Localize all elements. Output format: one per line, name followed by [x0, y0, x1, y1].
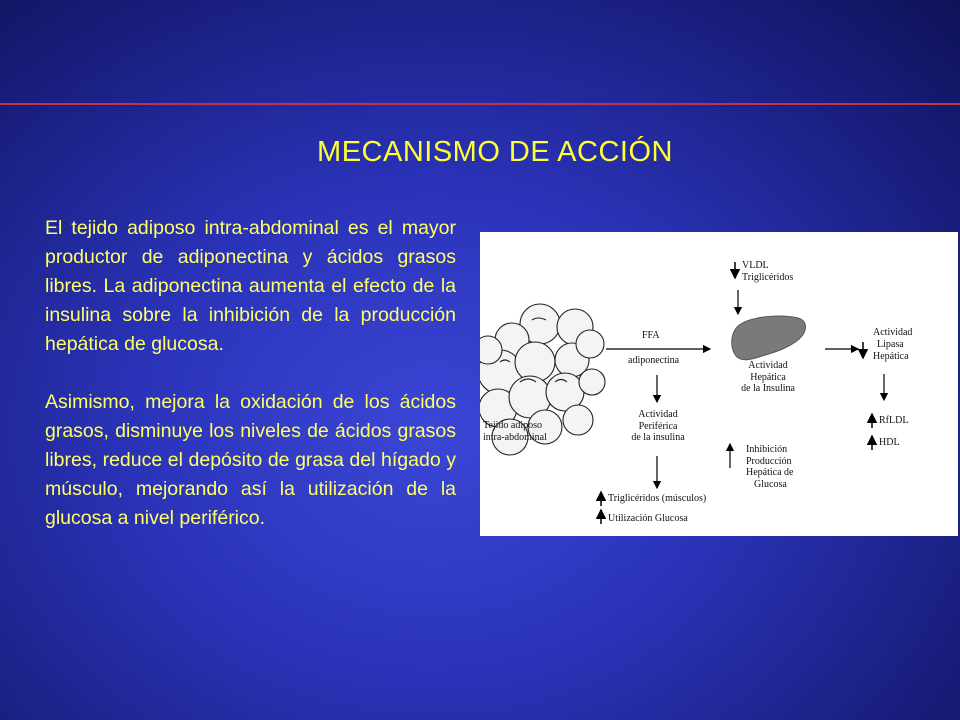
- label-utilizacion-glucosa: Utilización Glucosa: [608, 513, 688, 524]
- label-actividad-hepatica: [718, 360, 818, 395]
- label-hdl: HDL: [879, 437, 900, 448]
- label-vldl: VLDL: [742, 260, 769, 271]
- inhib-line1: Inhibición: [746, 444, 788, 455]
- title-divider: [0, 103, 960, 105]
- body-text: [45, 214, 456, 533]
- liver-icon: [732, 316, 806, 360]
- label-tejido-2: intra-abdominal: [483, 432, 547, 443]
- act-per-line1: Actividad: [638, 409, 678, 420]
- mechanism-diagram: [480, 232, 958, 536]
- label-ffa: FFA: [642, 330, 660, 341]
- act-per-line2: Periférica: [638, 420, 678, 432]
- act-hep-line3: de la Insulina: [741, 383, 795, 394]
- inhib-line4: Glucosa: [754, 478, 787, 490]
- label-inhibicion: [746, 444, 793, 490]
- slide-title: MECANISMO DE ACCIÓN: [317, 136, 673, 168]
- label-adiponectina: adiponectina: [628, 355, 680, 366]
- act-hep-line2: Hepática: [750, 371, 786, 383]
- act-per-line3: de la insulina: [631, 432, 685, 443]
- label-lipasa-3: Hepática: [873, 351, 909, 362]
- label-trigliceridos: Triglicéridos: [742, 272, 794, 283]
- label-lipasa-2: Lipasa: [877, 339, 904, 350]
- label-actividad-periferica: [608, 409, 708, 444]
- act-hep-line1: Actividad: [748, 360, 788, 371]
- label-tejido-1: Tejido adiposo: [483, 420, 543, 431]
- inhib-line2: Producción: [746, 455, 792, 467]
- paragraph-1: El tejido adiposo intra-abdominal es el mayor productor de adiponectina y ácidos grasos libres. La adiponectina aumenta el efecto de la insulina sobre la inhibición de la producción hepática de glucosa.: [45, 217, 456, 355]
- label-lipasa-1: Actividad: [873, 327, 913, 338]
- inhib-line3: Hepática de: [746, 467, 794, 478]
- paragraph-2: Asimismo, mejora la oxidación de los ácidos grasos, disminuye los niveles de ácidos grasos libres, reduce el depósito de grasa del hígado y músculo, mejorando así la utilización de la glucosa a nivel periférico.: [45, 391, 456, 529]
- label-trigliceridos-musculos: Triglicéridos (músculos): [608, 493, 707, 504]
- label-rfldl: RfLDL: [879, 415, 909, 426]
